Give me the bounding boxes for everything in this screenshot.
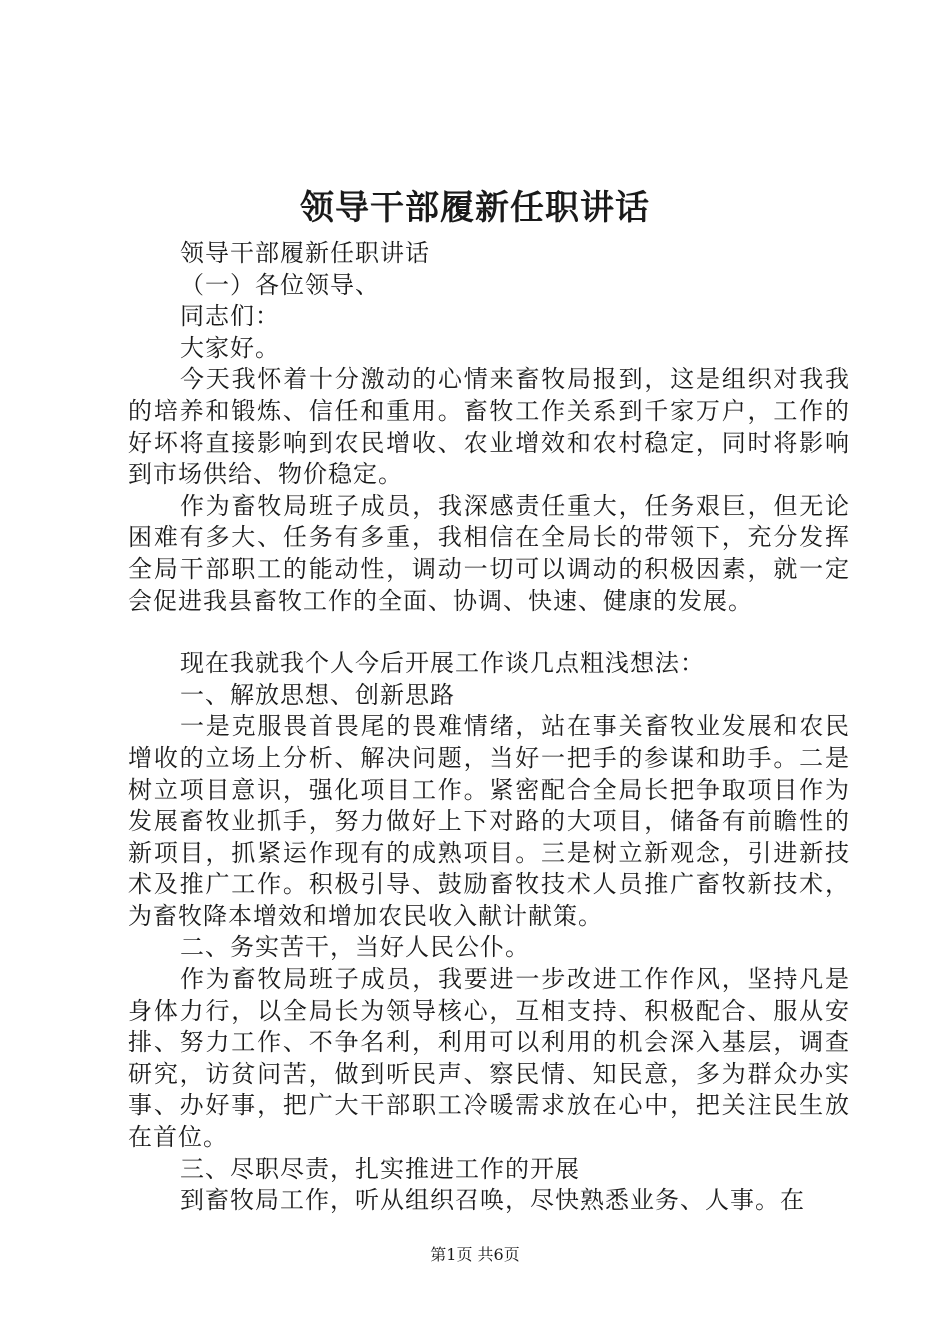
paragraph-salutation: （一）各位领导、 (180, 270, 380, 299)
document-body (128, 238, 850, 1217)
section-heading-1: 一、解放思想、创新思路 (180, 680, 455, 709)
document-title: 领导干部履新任职讲话 (300, 188, 650, 228)
paragraph-intro: 今天我怀着十分激动的心情来畜牧局报到，这是组织对我我的培养和锻炼、信任和重用。畜牧工作关系到千家万户，工作的好坏将直接影响到农民增收、农业增效和农村稳定，同时将影响到市场供给、物价稳定。 (128, 365, 850, 489)
paragraph-thoughts: 现在我就我个人今后开展工作谈几点粗浅想法： (180, 649, 705, 678)
paragraph-section-3: 到畜牧局工作，听从组织召唤，尽快熟悉业务、人事。在 (180, 1186, 805, 1215)
paragraph-section-1: 一是克服畏首畏尾的畏难情绪，站在事关畜牧业发展和农民增收的立场上分析、解决问题，当好一把手的参谋和助手。二是树立项目意识，强化项目工作。紧密配合全局长把争取项目作为发展畜牧业抓手，努力做好上下对路的大项目，储备有前瞻性的新项目，抓紧运作现有的成熟项目。三是树立新观念，引进新技术及推广工作。积极引导、鼓励畜牧技术人员推广畜牧新技术，为畜牧降本增效和增加农民收入献计献策。 (128, 712, 850, 930)
page-footer: 第1页 共6页 (430, 1245, 520, 1264)
paragraph-greeting: 大家好。 (180, 333, 280, 362)
paragraph-heading: 领导干部履新任职讲话 (180, 239, 430, 267)
paragraph-responsibility: 作为畜牧局班子成员，我深感责任重大，任务艰巨，但无论困难有多大、任务有多重，我相信在全局长的带领下，充分发挥全局干部职工的能动性，调动一切可以调动的积极因素，就一定会促进我县畜牧工作的全面、协调、快速、健康的发展。 (128, 491, 850, 615)
paragraph-section-2: 作为畜牧局班子成员，我要进一步改进工作作风，坚持凡是身体力行，以全局长为领导核心，互相支持、积极配合、服从安排、努力工作、不争名利，利用可以利用的机会深入基层，调查研究，访贫问苦，做到听民声、察民情、知民意，多为群众办实事、办好事，把广大干部职工冷暖需求放在心中，把关注民生放在首位。 (128, 965, 850, 1152)
paragraph-salutation-2: 同志们： (180, 302, 280, 331)
section-heading-2: 二、务实苦干，当好人民公仆。 (180, 933, 530, 962)
section-heading-3: 三、尽职尽责，扎实推进工作的开展 (180, 1154, 580, 1183)
